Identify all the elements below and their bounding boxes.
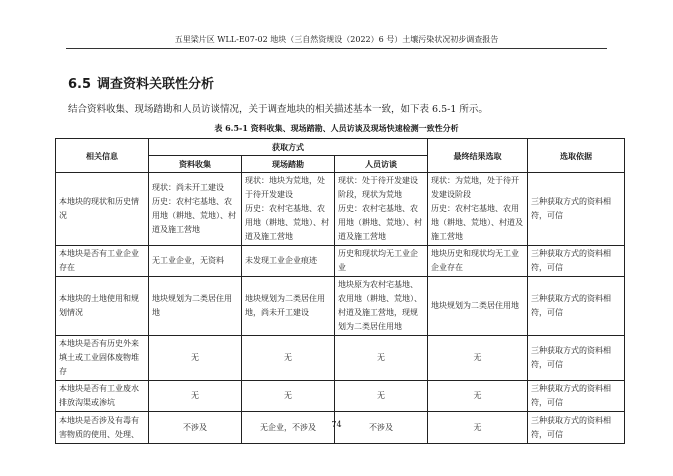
section-title xyxy=(68,73,214,92)
cell-result: 无 xyxy=(428,381,528,412)
cell-site-survey: 无 xyxy=(242,381,335,412)
cell-interview: 无 xyxy=(335,336,428,381)
cell-site-survey: 现状：地块为荒地，处于待开发建设 历史：农村宅基地、农用地（耕地、荒地）、村道及施工营地 xyxy=(242,173,335,246)
cell-basis: 三种获取方式的资料相符，可信 xyxy=(528,173,625,246)
table-row xyxy=(56,277,625,336)
section-number: 6.5 xyxy=(68,77,92,92)
cell-result: 无 xyxy=(428,412,528,444)
row-info: 本地块是否有工业企业存在 xyxy=(56,246,149,277)
table-caption: 表 6.5-1 资料收集、现场踏勘、人员访谈及现场快速检测一致性分析 xyxy=(214,123,459,133)
table-row xyxy=(56,336,625,381)
cell-site-survey: 无企业，不涉及 xyxy=(242,412,335,444)
cell-result: 现状：为荒地，处于待开发建设阶段 历史：农村宅基地、农用地（耕地、荒地）、村道及施工营地 xyxy=(428,173,528,246)
cell-basis: 三种获取方式的资料相符，可信 xyxy=(528,246,625,277)
header-site-survey: 现场踏勘 xyxy=(242,156,335,173)
cell-data-collection: 地块规划为二类居住用地 xyxy=(149,277,242,336)
cell-data-collection: 不涉及 xyxy=(149,412,242,444)
table-row xyxy=(56,173,625,246)
row-info: 本地块的现状和历史情况 xyxy=(56,173,149,246)
cell-interview: 地块原为农村宅基地、农用地（耕地、荒地）、村道及施工营地，现规划为二类居住用地 xyxy=(335,277,428,336)
row-info: 本地块是否有工业废水排放沟渠或渗坑 xyxy=(56,381,149,412)
cell-data-collection: 无 xyxy=(149,336,242,381)
section-heading: 调查资料关联性分析 xyxy=(97,77,215,92)
cell-data-collection: 现状：尚未开工建设 历史：农村宅基地、农用地（耕地、荒地）、村道及施工营地 xyxy=(149,173,242,246)
header-result: 最终结果选取 xyxy=(428,139,528,173)
header-basis: 选取依据 xyxy=(528,139,625,173)
cell-data-collection: 无 xyxy=(149,381,242,412)
cell-result: 地块规划为二类居住用地 xyxy=(428,277,528,336)
header-method: 获取方式 xyxy=(149,139,428,156)
cell-site-survey: 无 xyxy=(242,336,335,381)
table-row xyxy=(56,381,625,412)
cell-site-survey: 地块规划为二类居住用地，尚未开工建设 xyxy=(242,277,335,336)
cell-interview: 历史和现状均无工业企业 xyxy=(335,246,428,277)
header-interview: 人员访谈 xyxy=(335,156,428,173)
row-info: 本地块是否有历史外来填土或工业固体废物堆存 xyxy=(56,336,149,381)
header-rule xyxy=(66,48,607,49)
header-data-collection: 资料收集 xyxy=(149,156,242,173)
row-info: 本地块是否涉及有毒有害物质的使用、处理、 xyxy=(56,412,149,444)
cell-interview: 无 xyxy=(335,381,428,412)
running-header: 五里梁片区 WLL-E07-02 地块（三自然资规设（2022）6 号）土壤污染状况初步调查报告 xyxy=(174,35,499,44)
cell-basis: 三种获取方式的资料相符，可信 xyxy=(528,336,625,381)
cell-basis: 三种获取方式的资料相符，可信 xyxy=(528,277,625,336)
cell-site-survey: 未发现工业企业痕迹 xyxy=(242,246,335,277)
header-info: 相关信息 xyxy=(56,139,149,173)
row-info: 本地块的土地使用和规划情况 xyxy=(56,277,149,336)
cell-result: 无 xyxy=(428,336,528,381)
cell-basis: 三种获取方式的资料相符，可信 xyxy=(528,381,625,412)
cell-interview: 不涉及 xyxy=(335,412,428,444)
cell-basis: 三种获取方式的资料相符，可信 xyxy=(528,412,625,444)
page-number: 74 xyxy=(331,420,342,429)
cell-data-collection: 无工业企业，无资料 xyxy=(149,246,242,277)
table-row xyxy=(56,246,625,277)
intro-paragraph: 结合资料收集、现场踏勘和人员访谈情况，关于调查地块的相关描述基本一致，如下表 6.5-1 所示。 xyxy=(68,104,488,115)
cell-result: 地块历史和现状均无工业企业存在 xyxy=(428,246,528,277)
cell-interview: 现状：处于待开发建设阶段，现状为荒地 历史：农村宅基地、农用地（耕地、荒地）、村道及施工营地 xyxy=(335,173,428,246)
consistency-table xyxy=(55,138,625,444)
